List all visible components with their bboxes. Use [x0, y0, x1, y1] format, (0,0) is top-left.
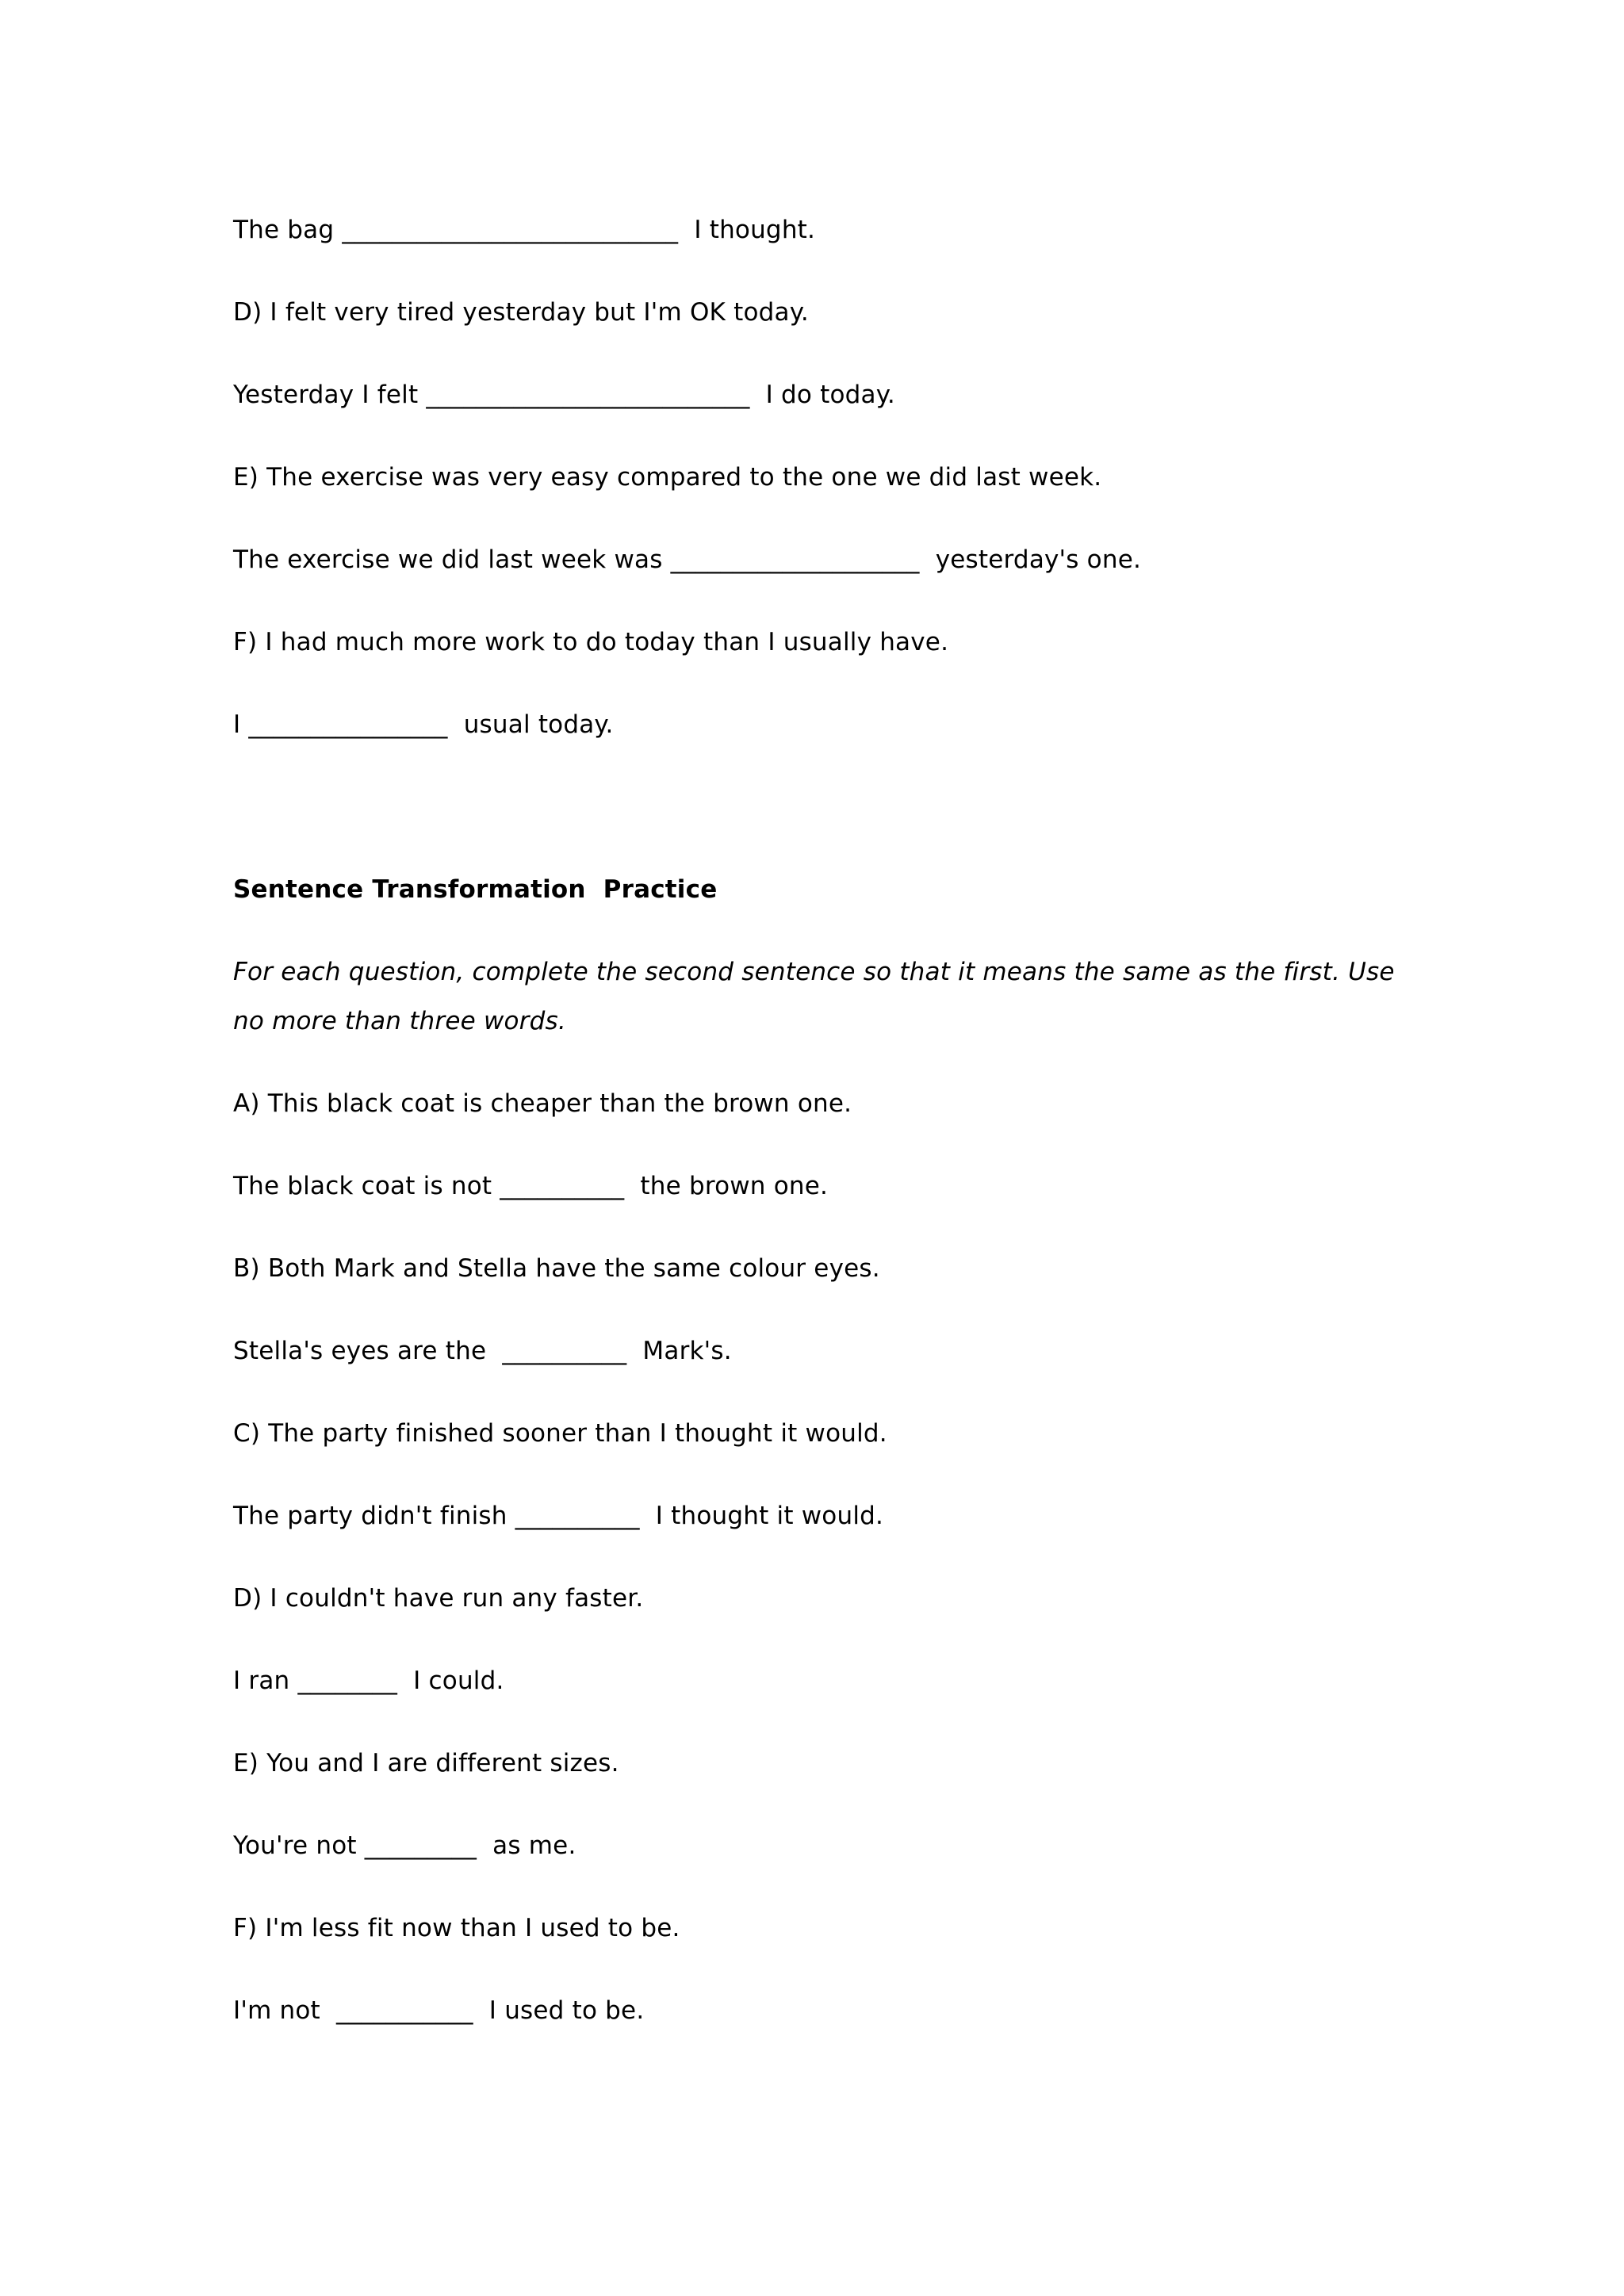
answer-line-a: The black coat is not __________ the brown one.	[233, 1172, 829, 1200]
answer-line-b: Stella's eyes are the __________ Mark's.	[233, 1337, 732, 1365]
answer-line-c: The bag ___________________________ I thought.	[233, 216, 816, 244]
question-b: B) Both Mark and Stella have the same colour eyes.	[233, 1254, 880, 1283]
answer-line-d2: I ran ________ I could.	[233, 1667, 504, 1695]
question-c: C) The party finished sooner than I thought it would.	[233, 1419, 887, 1448]
question-d2: D) I couldn't have run any faster.	[233, 1584, 644, 1613]
answer-line-f: I ________________ usual today.	[233, 710, 614, 739]
question-e2: E) You and I are different sizes.	[233, 1749, 619, 1777]
answer-line-d: Yesterday I felt __________________________ I do today.	[233, 381, 895, 409]
question-d: D) I felt very tired yesterday but I'm OK today.	[233, 298, 809, 327]
answer-line-f2: I'm not ___________ I used to be.	[233, 1996, 645, 2025]
question-a: A) This black coat is cheaper than the brown one.	[233, 1089, 852, 1118]
answer-line-e2: You're not _________ as me.	[233, 1831, 576, 1860]
answer-line-c2: The party didn't finish __________ I thought it would.	[233, 1502, 884, 1530]
instructions-line-2: no more than three words.	[233, 1007, 566, 1035]
section-heading: Sentence Transformation Practice	[233, 875, 718, 904]
question-f: F) I had much more work to do today than I usually have.	[233, 628, 949, 656]
question-e: E) The exercise was very easy compared to the one we did last week.	[233, 463, 1102, 492]
answer-line-e: The exercise we did last week was ____________________ yesterday's one.	[233, 545, 1142, 574]
instructions-line-1: For each question, complete the second sentence so that it means the same as the first. Use	[233, 958, 1395, 986]
question-f2: F) I'm less fit now than I used to be.	[233, 1914, 680, 1942]
